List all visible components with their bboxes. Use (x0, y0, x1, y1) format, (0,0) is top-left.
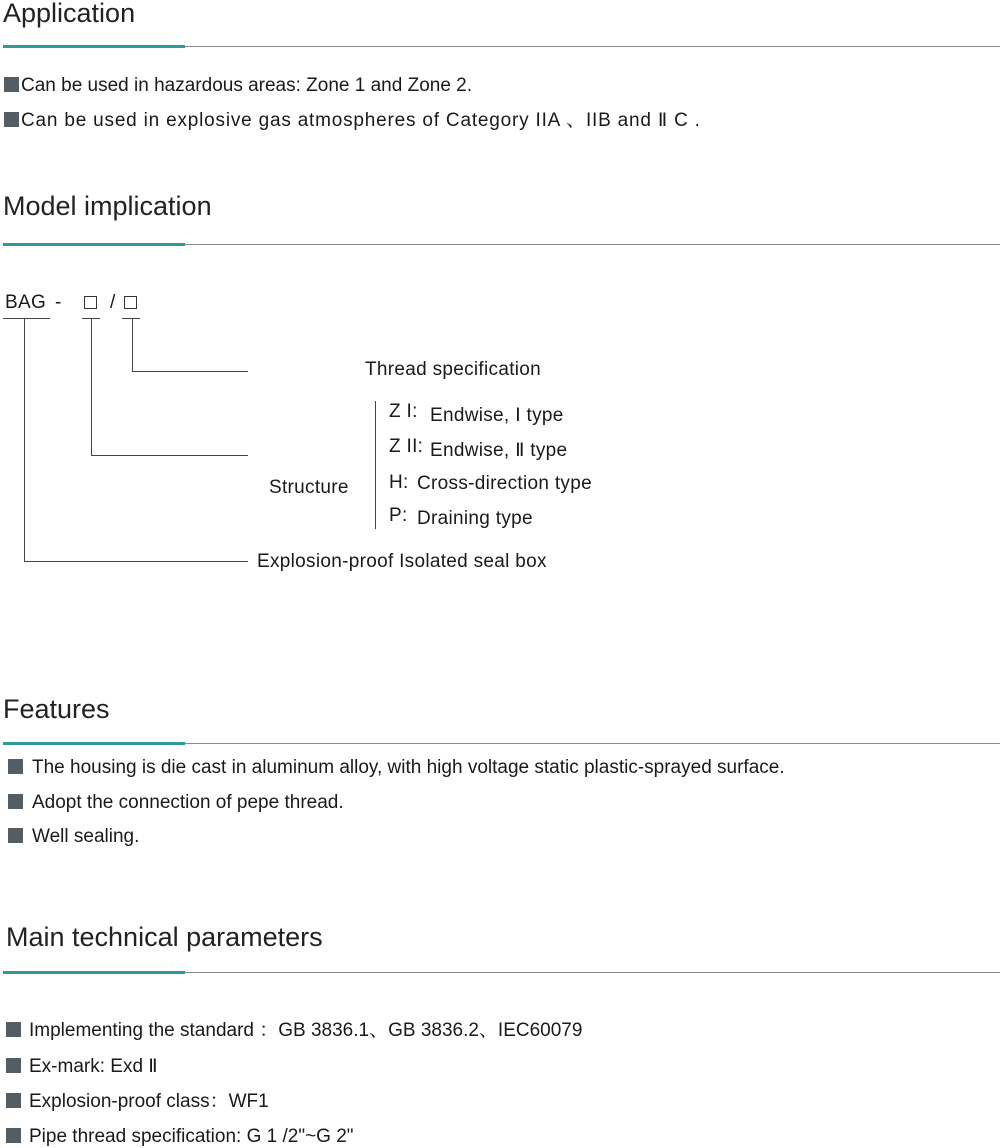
parameters-item-3: Explosion-proof class：WF1 (4, 1092, 269, 1111)
square-bullet-icon (4, 77, 19, 92)
structure-desc-zi: Endwise, Ⅰ type (430, 405, 564, 426)
structure-desc-p: Draining type (417, 508, 533, 529)
parameters-item-2: Ex-mark: Exd Ⅱ (4, 1057, 158, 1076)
features-item-1: The housing is die cast in aluminum alloy, with high voltage static plastic-sprayed surface. (4, 758, 785, 777)
thread-label: Thread specification (365, 359, 542, 380)
product-leader-line (24, 561, 248, 562)
structure-bracket-line (375, 401, 376, 529)
application-item-2: Can be used in explosive gas atmospheres of Category IIA 、IIB and Ⅱ C . (4, 111, 701, 130)
parameters-item-1: Implementing the standard ：GB 3836.1、GB 3836.2、IEC60079 (4, 1021, 582, 1040)
square-bullet-icon (6, 1022, 21, 1037)
parameters-title: Main technical parameters (6, 922, 323, 952)
application-title: Application (3, 0, 136, 28)
features-title: Features (3, 694, 110, 724)
square-bullet-icon (8, 794, 23, 809)
structure-code-h: H: (389, 472, 409, 493)
model-code-prefix: BAG (5, 292, 47, 313)
parameters-item-4: Pipe thread specification: G 1 /2"~G 2" (4, 1127, 354, 1146)
structure-leader-line (91, 318, 92, 456)
features-item-3: Well sealing. (4, 827, 139, 846)
model-title: Model implication (3, 191, 212, 221)
structure-code-zii: Z II: (389, 436, 424, 457)
structure-code-zi: Z I: (389, 401, 418, 422)
features-item-2: Adopt the connection of pepe thread. (4, 793, 344, 812)
code-underline (3, 318, 50, 319)
placeholder-box-icon (84, 296, 97, 309)
square-bullet-icon (8, 759, 23, 774)
structure-leader-line (91, 455, 248, 456)
square-bullet-icon (6, 1093, 21, 1108)
model-code-slash: / (110, 292, 116, 313)
application-divider (3, 46, 1000, 47)
square-bullet-icon (8, 828, 23, 843)
square-bullet-icon (6, 1058, 21, 1073)
application-item-1: Can be used in hazardous areas: Zone 1 and Zone 2. (4, 76, 472, 95)
square-bullet-icon (6, 1128, 21, 1143)
code-underline (122, 318, 140, 319)
structure-label: Structure (269, 477, 349, 498)
model-code-dash: - (55, 292, 62, 313)
parameters-divider (3, 972, 1000, 973)
model-divider (3, 244, 1000, 245)
structure-desc-zii: Endwise, Ⅱ type (430, 440, 568, 461)
square-bullet-icon (4, 112, 19, 127)
placeholder-box-icon (124, 296, 137, 309)
structure-desc-h: Cross-direction type (417, 473, 592, 494)
thread-leader-line (132, 318, 133, 372)
product-leader-line (24, 318, 25, 562)
structure-code-p: P: (389, 505, 408, 526)
product-label: Explosion-proof Isolated seal box (257, 551, 547, 572)
features-divider (3, 743, 1000, 744)
thread-leader-line (132, 371, 248, 372)
